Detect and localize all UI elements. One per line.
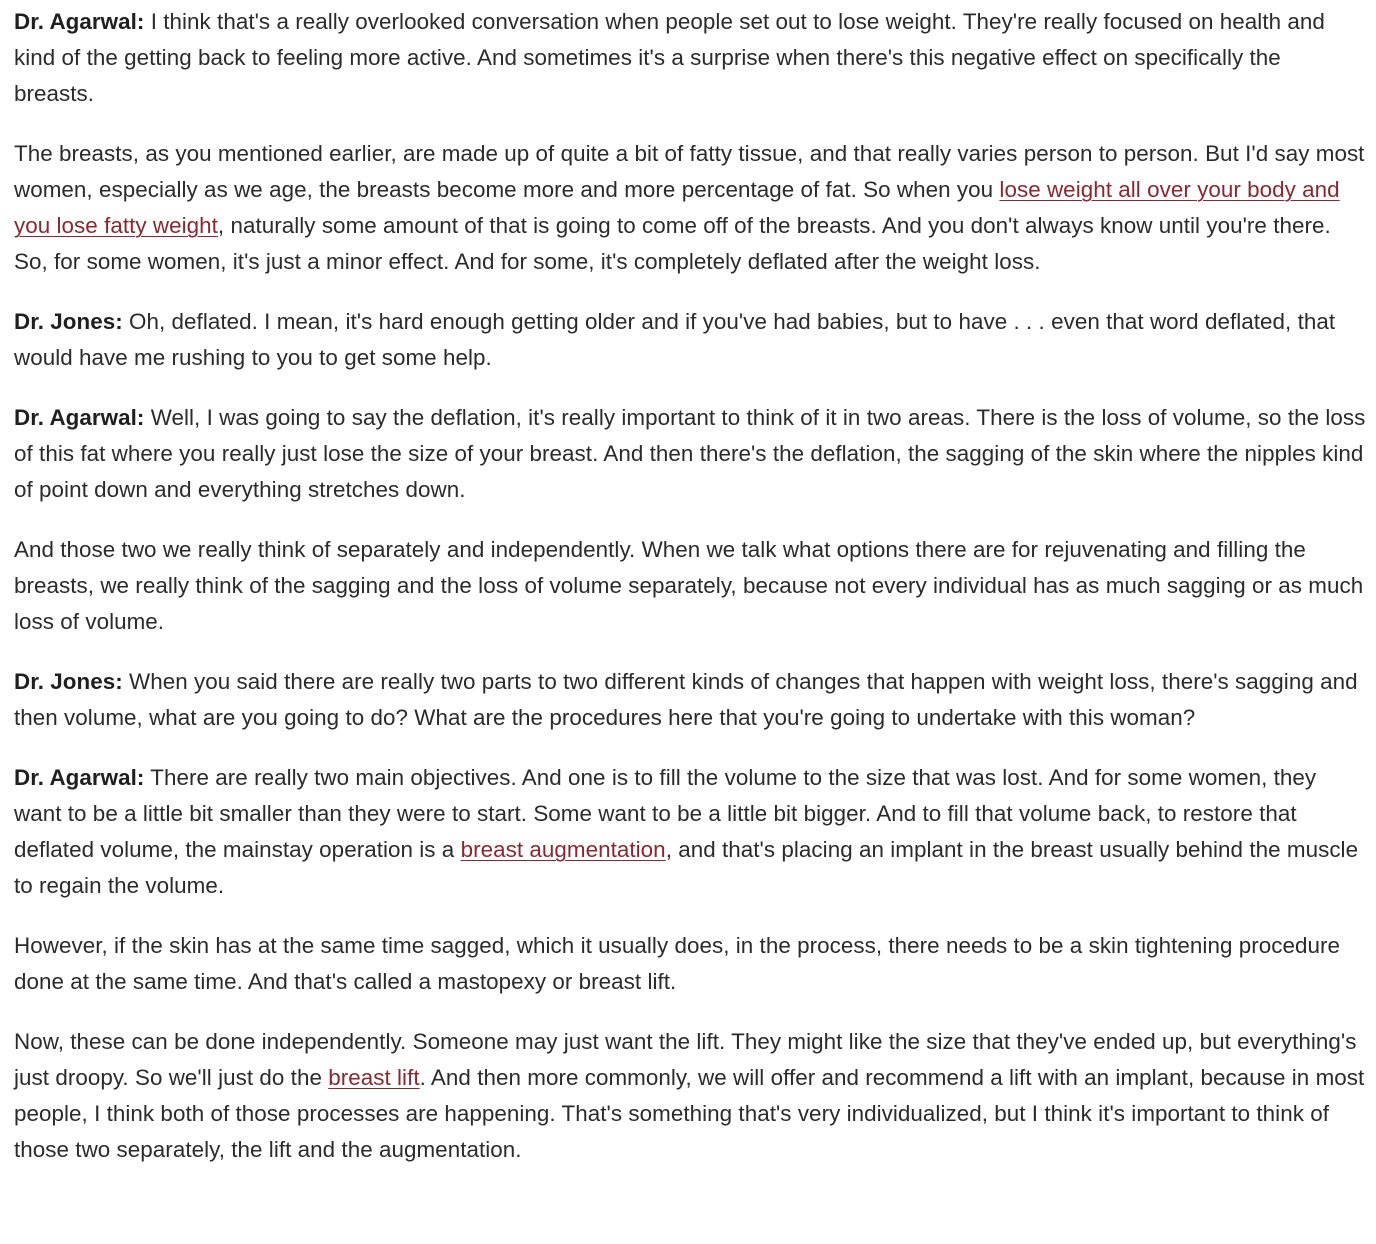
paragraph-text: There are really two main objectives. And one is to fill the volume to the size that was lost. And for some women, they want to be a little bit smaller than they were to start. Some want to be a little bit bigger. And to fill that volume back, to restore that deflated volume, the mainstay operation is a xyxy=(14,765,1317,862)
paragraph-text: . And then more commonly, we will offer and recommend a lift with an implant, because in most people, I think both of those processes are happening. That's something that's very individualized, but I think it's important to think of those two separately, the lift and the augmentation. xyxy=(14,1065,1365,1162)
transcript-paragraph xyxy=(14,1024,1366,1168)
transcript-paragraph xyxy=(14,760,1366,904)
transcript-paragraph xyxy=(14,4,1366,112)
link-breast-augmentation[interactable]: breast augmentation xyxy=(460,837,666,862)
transcript-paragraph xyxy=(14,400,1366,508)
transcript-paragraph xyxy=(14,664,1366,736)
paragraph-text: However, if the skin has at the same time sagged, which it usually does, in the process, there needs to be a skin tightening procedure done at the same time. And that's called a mastopexy or breast lift. xyxy=(14,933,1341,994)
transcript-paragraph xyxy=(14,304,1366,376)
speaker-label: Dr. Jones: xyxy=(14,309,123,334)
speaker-label: Dr. Jones: xyxy=(14,669,123,694)
link-breast-lift[interactable]: breast lift xyxy=(328,1065,420,1090)
speaker-label: Dr. Agarwal: xyxy=(14,405,145,430)
speaker-label: Dr. Agarwal: xyxy=(14,765,145,790)
paragraph-text: Oh, deflated. I mean, it's hard enough getting older and if you've had babies, but to have . . . even that word deflated, that would have me rushing to you to get some help. xyxy=(14,309,1336,370)
paragraph-text: And those two we really think of separately and independently. When we talk what options there are for rejuvenating and filling the breasts, we really think of the sagging and the loss of volume separately, because not every individual has as much sagging or as much loss of volume. xyxy=(14,537,1364,634)
paragraph-text: Now, these can be done independently. Someone may just want the lift. They might like the size that they've ended up, but everything's just droopy. So we'll just do the xyxy=(14,1029,1357,1090)
transcript-paragraph xyxy=(14,928,1366,1000)
transcript-paragraph xyxy=(14,532,1366,640)
paragraph-text: When you said there are really two parts to two different kinds of changes that happen with weight loss, there's sagging and then volume, what are you going to do? What are the procedures here that you're going to undertake with this woman? xyxy=(14,669,1358,730)
link-lose-weight[interactable]: lose weight all over your body and you lose fatty weight xyxy=(14,177,1340,238)
paragraph-text: Well, I was going to say the deflation, it's really important to think of it in two areas. There is the loss of volume, so the loss of this fat where you really just lose the size of your breast. And then there's the deflation, the sagging of the skin where the nipples kind of point down and everything stretches down. xyxy=(14,405,1366,502)
paragraph-text: I think that's a really overlooked conversation when people set out to lose weight. They're really focused on health and kind of the getting back to feeling more active. And sometimes it's a surprise when there's this negative effect on specifically the breasts. xyxy=(14,9,1325,106)
transcript-paragraph xyxy=(14,136,1366,280)
speaker-label: Dr. Agarwal: xyxy=(14,9,145,34)
paragraph-text: , and that's placing an implant in the breast usually behind the muscle to regain the volume. xyxy=(14,837,1359,898)
paragraph-text: The breasts, as you mentioned earlier, are made up of quite a bit of fatty tissue, and that really varies person to person. But I'd say most women, especially as we age, the breasts become more and more percentage of fat. So when you xyxy=(14,141,1365,202)
paragraph-text: , naturally some amount of that is going to come off of the breasts. And you don't always know until you're there. So, for some women, it's just a minor effect. And for some, it's completely deflated after the weight loss. xyxy=(14,213,1331,274)
